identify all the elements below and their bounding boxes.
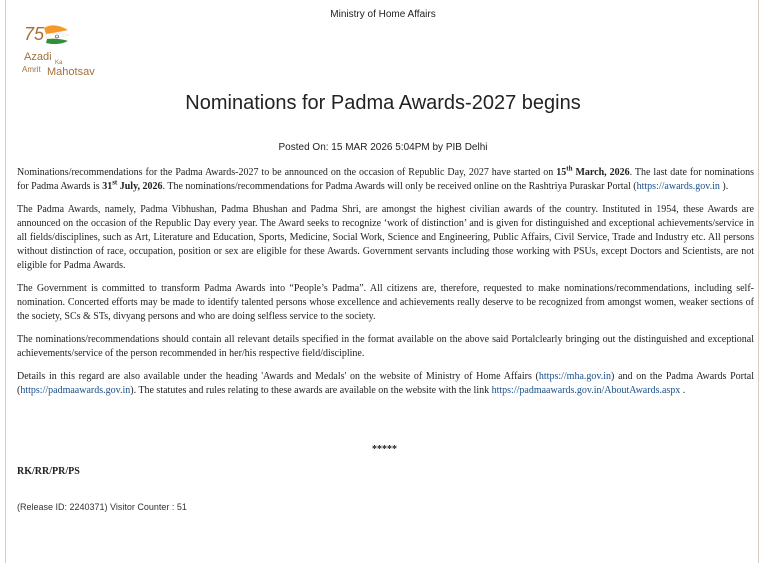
release-code: RK/RR/PR/PS bbox=[17, 466, 80, 477]
page-title: Nominations for Padma Awards-2027 begins bbox=[185, 92, 581, 114]
logo-azadi: Azadi bbox=[24, 51, 52, 63]
last-date-suffix: st bbox=[112, 178, 118, 187]
ministry-name: Ministry of Home Affairs bbox=[330, 9, 436, 20]
logo-flag-green bbox=[46, 39, 68, 44]
release-id: (Release ID: 2240371) Visitor Counter : 51 bbox=[17, 502, 187, 512]
p1-text-2: . The last date for nominations for Padma Awards is bbox=[17, 167, 754, 192]
p5-text-1: Details in this regard are also available under the heading 'Awards and Medals' on the website of Ministry of Home Affairs ( bbox=[17, 371, 539, 382]
padma-portal-link[interactable]: https://padmaawards.gov.in bbox=[20, 385, 131, 396]
p1-text-1: Nominations/recommendations for the Padma Awards-2027 to be announced on the occasion of Republic Day, 2027 have started on bbox=[17, 167, 557, 178]
paragraph-4: The nominations/recommendations should contain all relevant details specified in the format available on the above said Portalclearly bringing out the distinguished and exceptional achievements/service of the person recommended in her/his respective field/discipline. bbox=[17, 334, 754, 359]
start-date-day: 15 bbox=[556, 167, 567, 178]
last-date bbox=[102, 178, 163, 192]
logo-numeral: 75 bbox=[24, 24, 45, 44]
azadi-ka-amrit-mahotsav-logo bbox=[20, 22, 120, 82]
article-body bbox=[17, 166, 754, 407]
last-date-rest: July, 2026 bbox=[117, 181, 163, 192]
paragraph-1 bbox=[17, 166, 754, 194]
start-date-rest: March, 2026 bbox=[572, 167, 630, 178]
paragraph-2: The Padma Awards, namely, Padma Vibhushan, Padma Bhushan and Padma Shri, are amongst the highest civilian awards of the country. Instituted in 1954, these Awards are announced on the occasion of the Republic Day every year. The Award seeks to recognize ‘work of distinction’ and is given for distinguished and exceptional achievements/service in all fields/disciplines, such as Art, Literature and Education, Sports, Medicine, Social Work, Science and Engineering, Public Affairs, Civil Service, Trade and Industry etc. All persons without distinction of race, occupation, position or sex are eligible for these Awards. Government servants including those working with PSUs, except Doctors and Scientists, are not eligible for Padma Awards. bbox=[17, 204, 754, 271]
p5-text-4: . bbox=[680, 385, 686, 396]
posted-on: Posted On: 15 MAR 2026 5:04PM by PIB Delhi bbox=[278, 142, 488, 153]
separator-stars: ***** bbox=[372, 444, 397, 455]
paragraph-3: The Government is committed to transform Padma Awards into “People’s Padma”. All citizens are, therefore, requested to make nominations/recommendations, including self-nomination. Concerted efforts may be made to identify talented persons whose excellence and achievements really deserve to be recognized from amongst women, weaker sections of the society, SCs & STs, divyang persons and who are doing selfless service to the society. bbox=[17, 283, 754, 322]
logo-flag-saffron bbox=[44, 25, 68, 34]
p5-text-2: ) and on the Padma Awards Portal ( bbox=[17, 371, 754, 396]
logo-amrit: Amrit bbox=[22, 65, 41, 74]
last-date-day: 31 bbox=[102, 181, 113, 192]
paragraph-5 bbox=[17, 370, 754, 398]
logo-ka: Ka bbox=[55, 60, 63, 66]
p5-text-3: ). The statutes and rules relating to these awards are available on the website with the link bbox=[130, 385, 492, 396]
about-awards-link[interactable]: https://padmaawards.gov.in/AboutAwards.aspx bbox=[491, 385, 681, 396]
start-date bbox=[556, 164, 630, 178]
mha-link[interactable]: https://mha.gov.in bbox=[538, 371, 612, 382]
p1-text-4: ). bbox=[719, 181, 729, 192]
awards-portal-link[interactable]: https://awards.gov.in bbox=[636, 181, 720, 192]
p1-text-3: . The nominations/recommendations for Padma Awards will only be received online on the Rashtriya Puraskar Portal ( bbox=[162, 181, 637, 192]
logo-mahotsav: Mahotsav bbox=[47, 66, 95, 78]
start-date-suffix: th bbox=[566, 164, 573, 173]
